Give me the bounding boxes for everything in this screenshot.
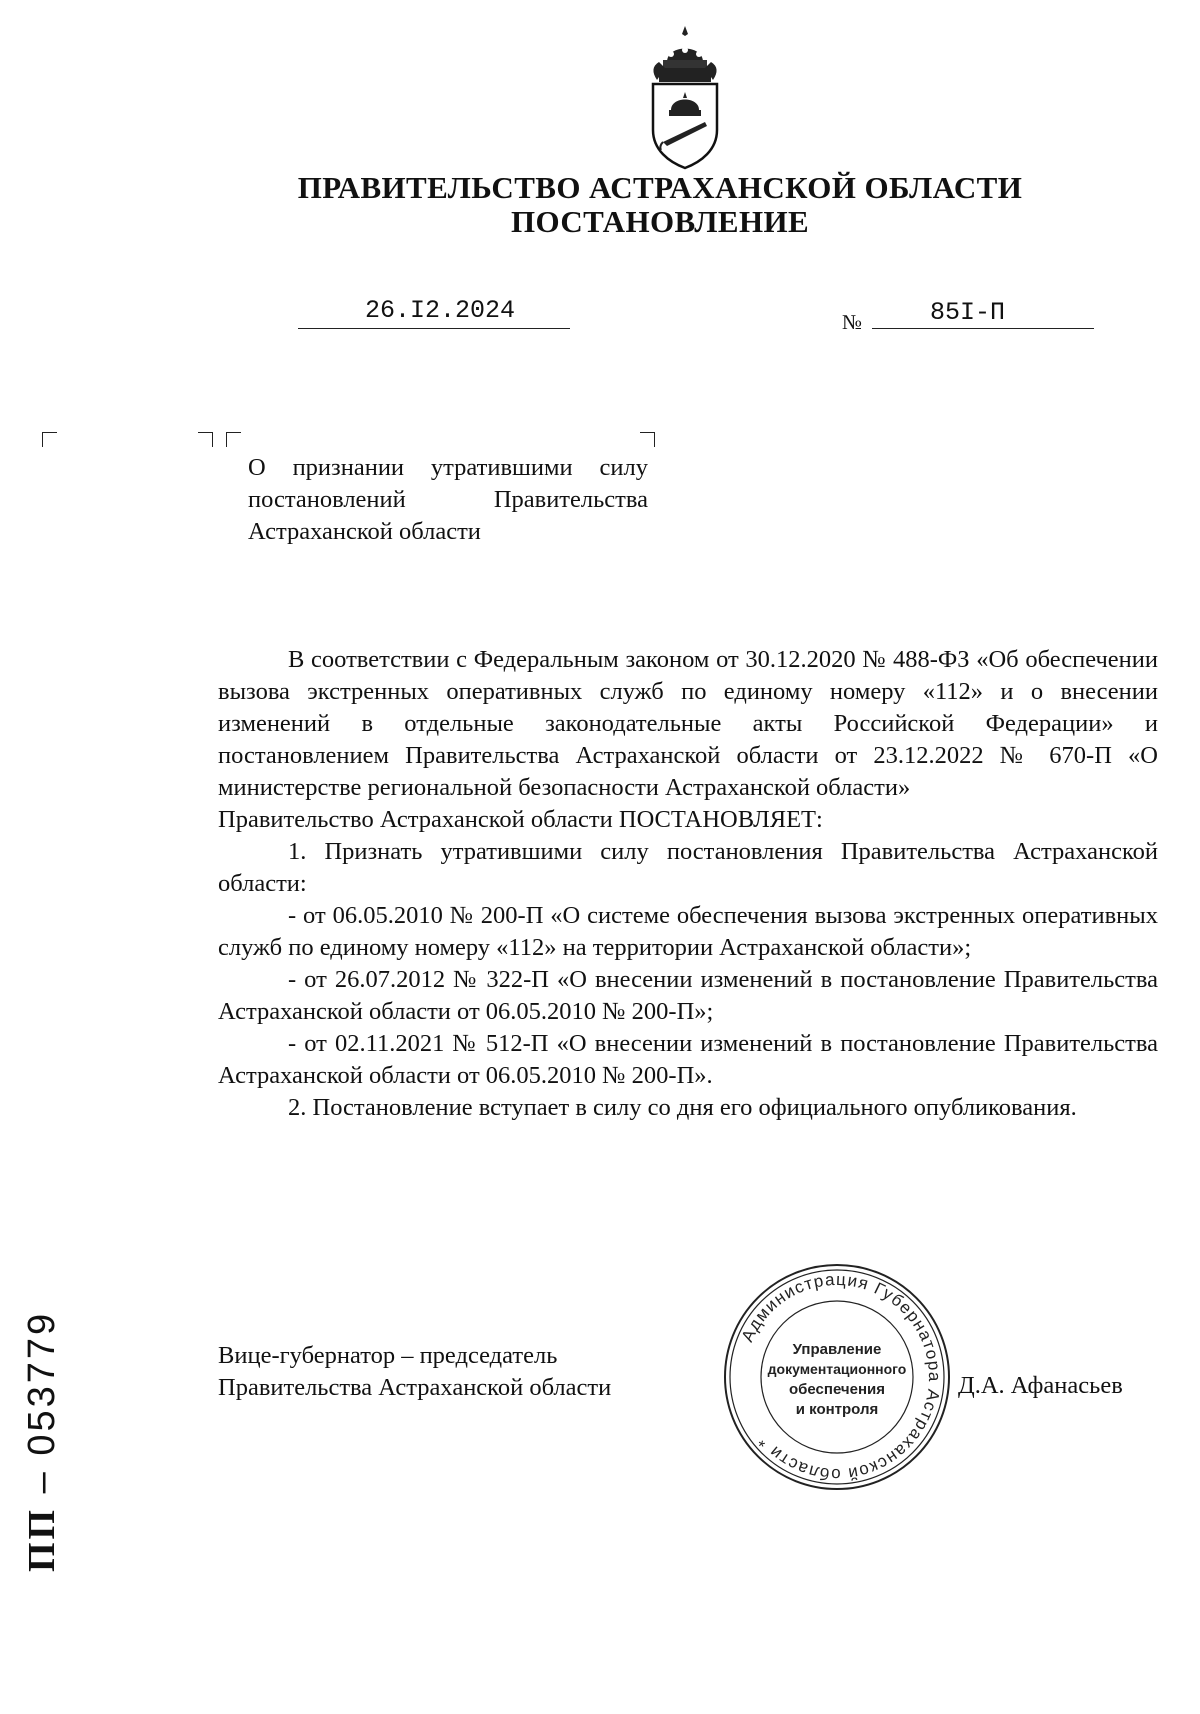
serial-number (20, 1311, 64, 1572)
preamble-paragraph: В соответствии с Федеральным законом от 30.12.2020 № 488-ФЗ «Об обеспечении вызова экстренных оперативных служб по единому номеру «112» и о внесении изменений в отдельные законодательные акты Российской Федерации» и постановлением Правительства Астраханской области от 23.12.2022 № 670-П «О министерстве региональной безопасности Астраханской области» (218, 646, 1158, 801)
item-1: 1. Признать утратившими силу постановления Правительства Астраханской области: (218, 838, 1158, 897)
document-number: 85I-П (930, 298, 1006, 327)
stamp-inner-line-4: и контроля (795, 1401, 879, 1418)
item-1-sub-1: - от 06.05.2010 № 200-П «О системе обеспечения вызова экстренных оперативных служб по единому номеру «112» на территории Астраханской области»; (218, 902, 1158, 961)
serial-dash: – (21, 1455, 63, 1494)
document-date: 26.I2.2024 (365, 296, 516, 325)
coat-of-arms-emblem (645, 22, 725, 172)
serial-digits: 053779 (21, 1310, 63, 1456)
subject-block (248, 452, 648, 548)
org-title: ПРАВИТЕЛЬСТВО АСТРАХАНСКОЙ ОБЛАСТИ (297, 170, 1023, 205)
resolves-line: Правительство Астраханской области ПОСТАНОВЛЯЕТ: (218, 806, 823, 833)
serial-prefix: ПП (21, 1506, 63, 1572)
stamp-outer-text: Администрация Губернатора Астраханской области * (737, 1269, 945, 1485)
number-label: № (842, 310, 863, 334)
item-2: 2. Постановление вступает в силу со дня его официального опубликования. (288, 1094, 1077, 1121)
position-line-2: Правительства Астраханской области (218, 1374, 612, 1401)
document-body (218, 644, 1158, 1124)
subject-line-3: Астраханской области (248, 518, 481, 545)
corner-mark-mid-left (226, 432, 241, 447)
position-line-1: Вице-губернатор – председатель (218, 1342, 558, 1369)
corner-mark-mid-right (198, 432, 213, 447)
signatory-position (218, 1340, 611, 1404)
item-1-sub-3: - от 02.11.2021 № 512-П «О внесении изменений в постановление Правительства Астраханской области от 06.05.2010 № 200-П». (218, 1030, 1158, 1089)
doc-type-title: ПОСТАНОВЛЕНИЕ (510, 204, 810, 239)
signatory-name: Д.А. Афанасьев (958, 1372, 1123, 1399)
corner-mark-right (640, 432, 655, 447)
stamp-inner-line-2: документационного (767, 1361, 907, 1377)
item-1-sub-2: - от 26.07.2012 № 322-П «О внесении изменений в постановление Правительства Астраханской области от 06.05.2010 № 200-П»; (218, 966, 1158, 1025)
stamp-inner-line-1: Управление (792, 1341, 882, 1358)
stamp-inner-line-3: обеспечения (788, 1381, 886, 1398)
corner-mark-left (42, 432, 57, 447)
subject-line-2: постановлений Правительства (248, 486, 648, 513)
official-stamp (722, 1262, 952, 1492)
subject-line-1: О признании утратившими силу (248, 454, 648, 481)
